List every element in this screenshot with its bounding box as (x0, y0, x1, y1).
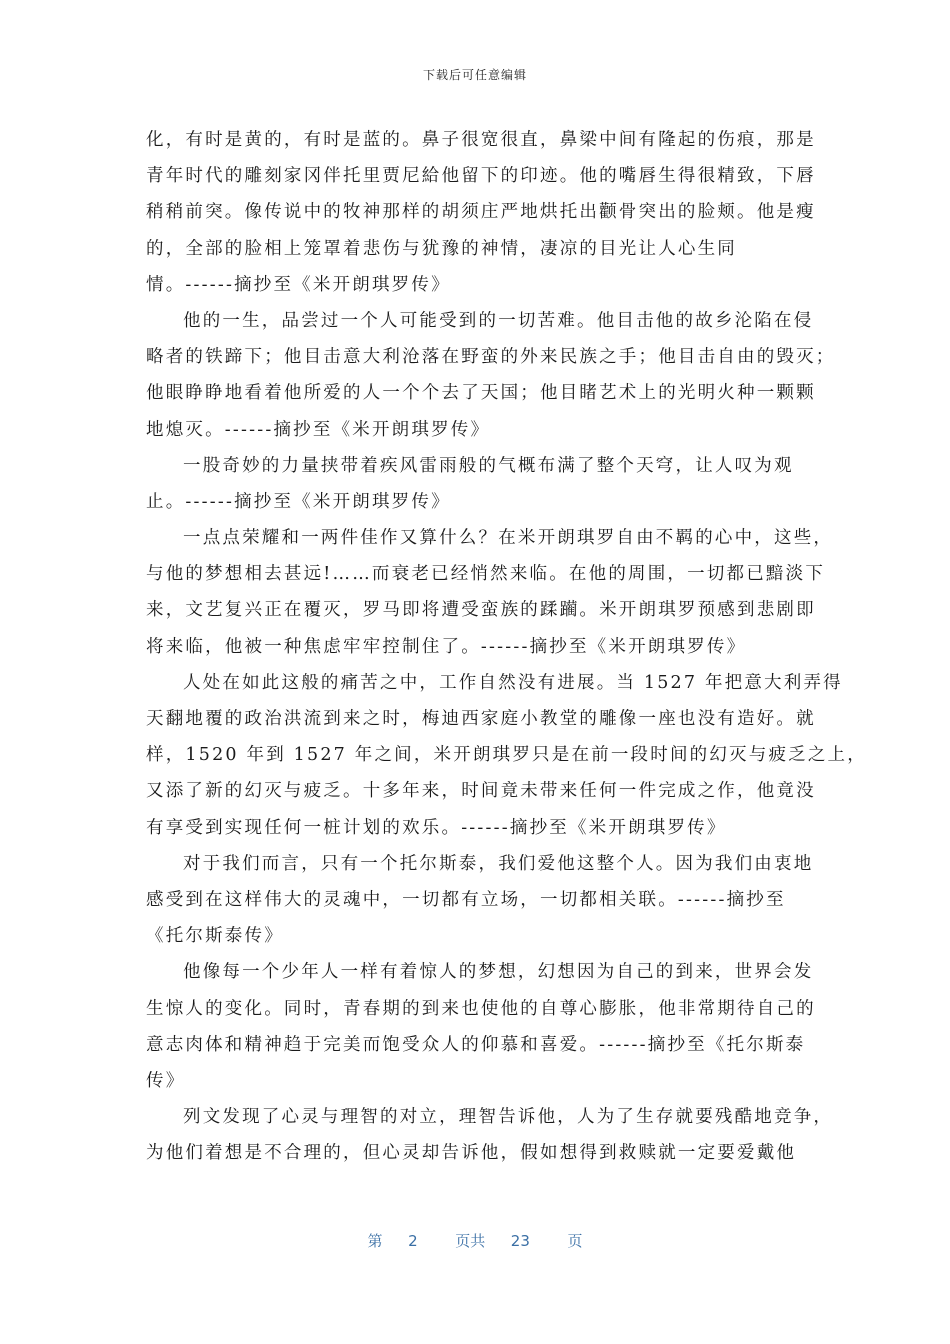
text-line: 将来临，他被一种焦虑牢牢控制住了。------摘抄至《米开朗琪罗传》 (146, 636, 747, 657)
text-line: 天翻地覆的政治洪流到来之时，梅迪西家庭小教堂的雕像一座也没有造好。就 (146, 709, 816, 729)
text-line: 样，1520 年到 1527 年之间，米开朗琪罗只是在前一段时间的幻灭与疲乏之上， (146, 745, 867, 766)
text-line: 的，全部的脸相上笼罩着悲伤与犹豫的神情，凄凉的目光让人心生同 (146, 238, 737, 259)
text-line: 青年时代的雕刻家冈伴托里贾尼給他留下的印迹。他的嘴唇生得很精致，下唇 (146, 166, 816, 187)
total-pages-number: 23 (510, 1232, 530, 1250)
text-line: 《托尔斯泰传》 (146, 926, 284, 947)
footer-label-ye: 页 (567, 1232, 583, 1250)
text-line: 与他的梦想相去甚远!……而衰老已经悄然来临。在他的周围，一切都已黯淡下 (146, 564, 826, 585)
text-line: 地熄灭。------摘抄至《米开朗琪罗传》 (146, 419, 491, 440)
page-footer (0, 1230, 950, 1251)
text-line: 有享受到实现任何一桩计划的欢乐。------摘抄至《米开朗琪罗传》 (146, 817, 727, 838)
text-line: 又添了新的幻灭与疲乏。十多年来，时间竟未带来任何一件完成之作，他竟没 (146, 781, 816, 802)
text-line: 传》 (146, 1070, 186, 1091)
text-line: 情。------摘抄至《米开朗琪罗传》 (146, 274, 451, 295)
text-line: 化，有时是黄的，有时是蓝的。鼻子很宽很直，鼻梁中间有隆起的伤痕，那是 (146, 130, 816, 150)
text-line: 稍稍前突。像传说中的牧神那样的胡须庄严地烘托出颧骨突出的脸颊。他是瘦 (146, 202, 816, 223)
footer-label-di: 第 (367, 1232, 383, 1250)
paragraph-start-line: 他的一生，品尝过一个人可能受到的一切苦难。他目击他的故乡沦陷在侵 (183, 310, 814, 331)
paragraph-start-line: 对于我们而言，只有一个托尔斯泰，我们爱他这整个人。因为我们由衷地 (183, 853, 814, 874)
paragraph-start-line: 他像每一个少年人一样有着惊人的梦想，幻想因为自己的到来，世界会发 (183, 962, 814, 983)
paragraph-start-line: 列文发现了心灵与理智的对立，理智告诉他，人为了生存就要残酷地竞争， (183, 1107, 834, 1128)
paragraph-start-line: 人处在如此这般的痛苦之中，工作自然没有进展。当 1527 年把意大利弄得 (183, 672, 843, 693)
text-line: 他眼睁睁地看着他所爱的人一个个去了天国；他目睹艺术上的光明火种一颗颗 (146, 383, 816, 404)
current-page-number: 2 (408, 1232, 418, 1250)
text-line: 来，文艺复兴正在覆灭，罗马即将遭受蛮族的蹂躏。米开朗琪罗预感到悲剧即 (146, 600, 816, 621)
document-body (146, 122, 867, 1171)
footer-label-ye-gong: 页共 (455, 1232, 486, 1250)
page-header: 下载后可任意编辑 (422, 68, 527, 82)
text-line: 生惊人的变化。同时，青春期的到来也使他的自尊心膨胀，他非常期待自己的 (146, 998, 816, 1019)
paragraph-start-line: 一股奇妙的力量挟带着疾风雷雨般的气概布满了整个天穹，让人叹为观 (183, 455, 794, 476)
text-line: 略者的铁蹄下；他目击意大利沧落在野蛮的外来民族之手；他目击自由的毁灭； (146, 347, 836, 368)
paragraph-start-line: 一点点荣耀和一两件佳作又算什么？在米开朗琪罗自由不羁的心中，这些， (183, 528, 834, 549)
text-line: 止。------摘抄至《米开朗琪罗传》 (146, 491, 451, 512)
text-line: 感受到在这样伟大的灵魂中，一切都有立场，一切都相关联。------摘抄至 (146, 889, 786, 910)
text-line: 为他们着想是不合理的，但心灵却告诉他，假如想得到救赎就一定要爱戴他 (146, 1143, 797, 1164)
text-line: 意志肉体和精神趋于完美而饱受众人的仰慕和喜爱。------摘抄至《托尔斯泰 (146, 1034, 806, 1055)
